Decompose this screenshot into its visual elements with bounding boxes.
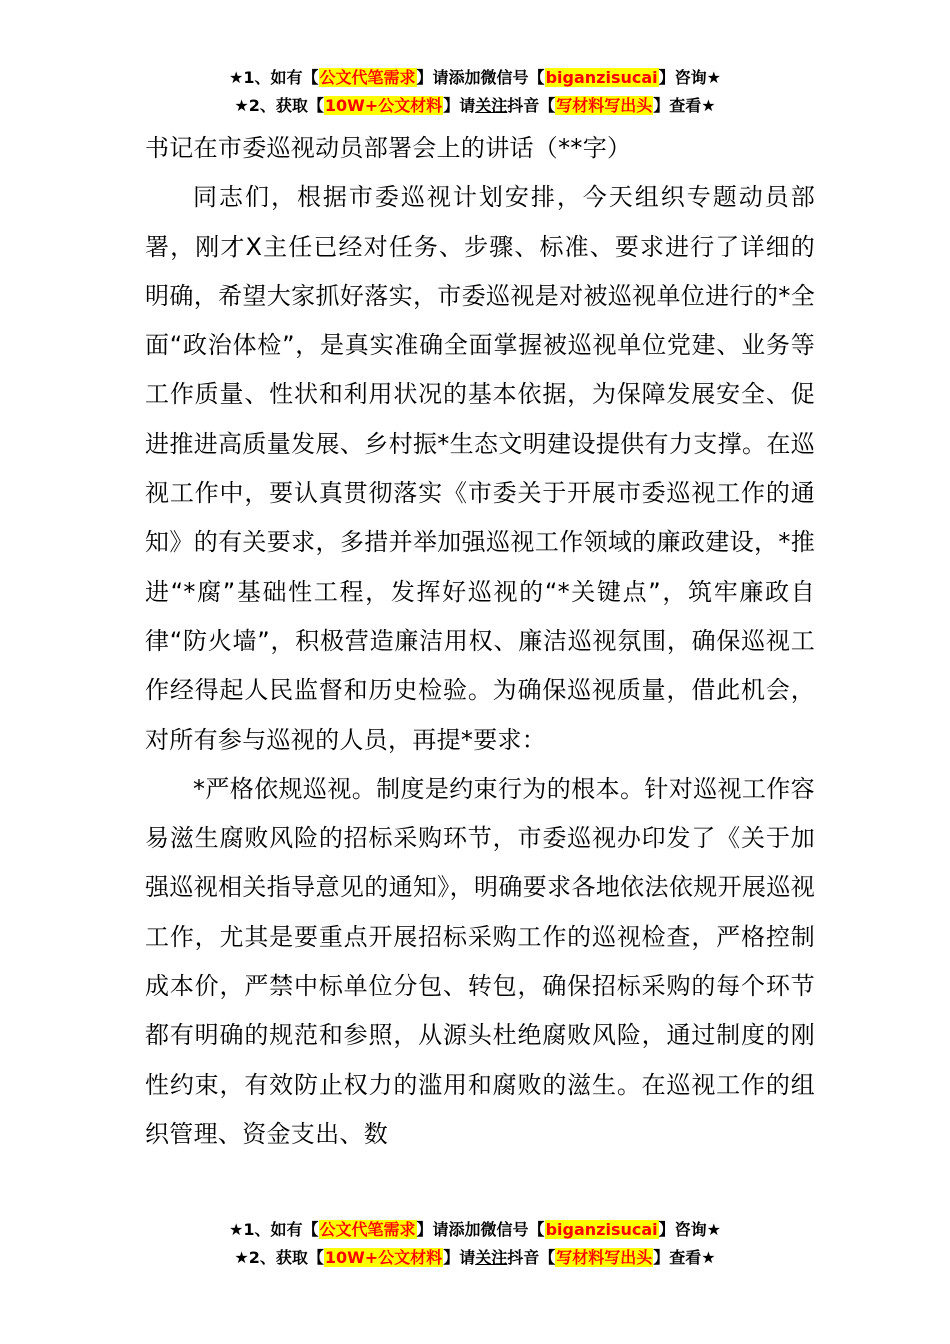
- banner-line-2: [0, 92, 950, 120]
- banner-text: 微信号【: [480, 68, 545, 87]
- banner-line-2: [0, 1244, 950, 1272]
- banner-highlight: 写材料写出头: [556, 96, 653, 115]
- banner-text: 】请: [443, 96, 476, 115]
- banner-text: ★1、如有【: [229, 1220, 319, 1239]
- banner-highlight: 公文代笔需求: [319, 1220, 416, 1239]
- banner-line-1: [0, 64, 950, 92]
- banner-highlight: 写材料写出头: [556, 1248, 653, 1267]
- banner-highlight: 10W+公文材料: [324, 96, 443, 115]
- banner-text: 】查看★: [653, 96, 716, 115]
- banner-line-1: [0, 1216, 950, 1244]
- paragraph: *严格依规巡视。制度是约束行为的根本。针对巡视工作容易滋生腐败风险的招标采购环节，市委巡视办印发了《关于加强巡视相关指导意见的通知》，明确要求各地依法依规开展巡视工作，尤其是要重点开展招标采购工作的巡视检查，严格控制成本价，严禁中标单位分包、转包，确保招标采购的每个环节都有明确的规范和参照，从源头杜绝腐败风险，通过制度的刚性约束，有效防止权力的滥用和腐败的滋生。在巡视工作的组织管理、资金支出、数: [145, 774, 815, 1148]
- document-body: [145, 124, 815, 1159]
- banner-highlight: biganzisucai: [545, 1220, 658, 1239]
- banner-text: 添加: [448, 1220, 481, 1239]
- banner-text: 】查看★: [653, 1248, 716, 1267]
- banner-highlight: 10W+公文材料: [324, 1248, 443, 1267]
- banner-text: 关注: [475, 1248, 508, 1267]
- banner-text: 】咨询★: [658, 68, 721, 87]
- banner-text: 】请: [416, 1220, 449, 1239]
- banner-text: 】咨询★: [658, 1220, 721, 1239]
- header-banner: [0, 64, 950, 120]
- banner-text: 关注: [475, 96, 508, 115]
- banner-text: ★2、获取【: [234, 1248, 324, 1267]
- banner-text: ★2、获取【: [234, 96, 324, 115]
- banner-text: 抖音【: [507, 96, 556, 115]
- banner-text: 抖音【: [507, 1248, 556, 1267]
- banner-text: ★1、如有【: [229, 68, 319, 87]
- banner-text: 添加: [448, 68, 481, 87]
- banner-highlight: biganzisucai: [545, 68, 658, 87]
- document-title: 书记在市委巡视动员部署会上的讲话（**字）: [145, 134, 632, 162]
- footer-banner: [0, 1216, 950, 1272]
- banner-highlight: 公文代笔需求: [319, 68, 416, 87]
- banner-text: 微信号【: [480, 1220, 545, 1239]
- banner-text: 】请: [443, 1248, 476, 1267]
- banner-text: 】请: [416, 68, 449, 87]
- paragraph: 同志们，根据市委巡视计划安排，今天组织专题动员部署，刚才X主任已经对任务、步骤、标准、要求进行了详细的明确，希望大家抓好落实，市委巡视是对被巡视单位进行的*全面“政治体检”，是真实准确全面掌握被巡视单位党建、业务等工作质量、性状和利用状况的基本依据，为保障发展安全、促进推进高质量发展、乡村振*生态文明建设提供有力支撑。在巡视工作中，要认真贯彻落实《市委关于开展市委巡视工作的通知》的有关要求，多措并举加强巡视工作领域的廉政建设，*推进“*腐”基础性工程，发挥好巡视的“*关键点”，筑牢廉政自律“防火墙”，积极营造廉洁用权、廉洁巡视氛围，确保巡视工作经得起人民监督和历史检验。为确保巡视质量，借此机会，对所有参与巡视的人员，再提*要求：: [145, 183, 815, 754]
